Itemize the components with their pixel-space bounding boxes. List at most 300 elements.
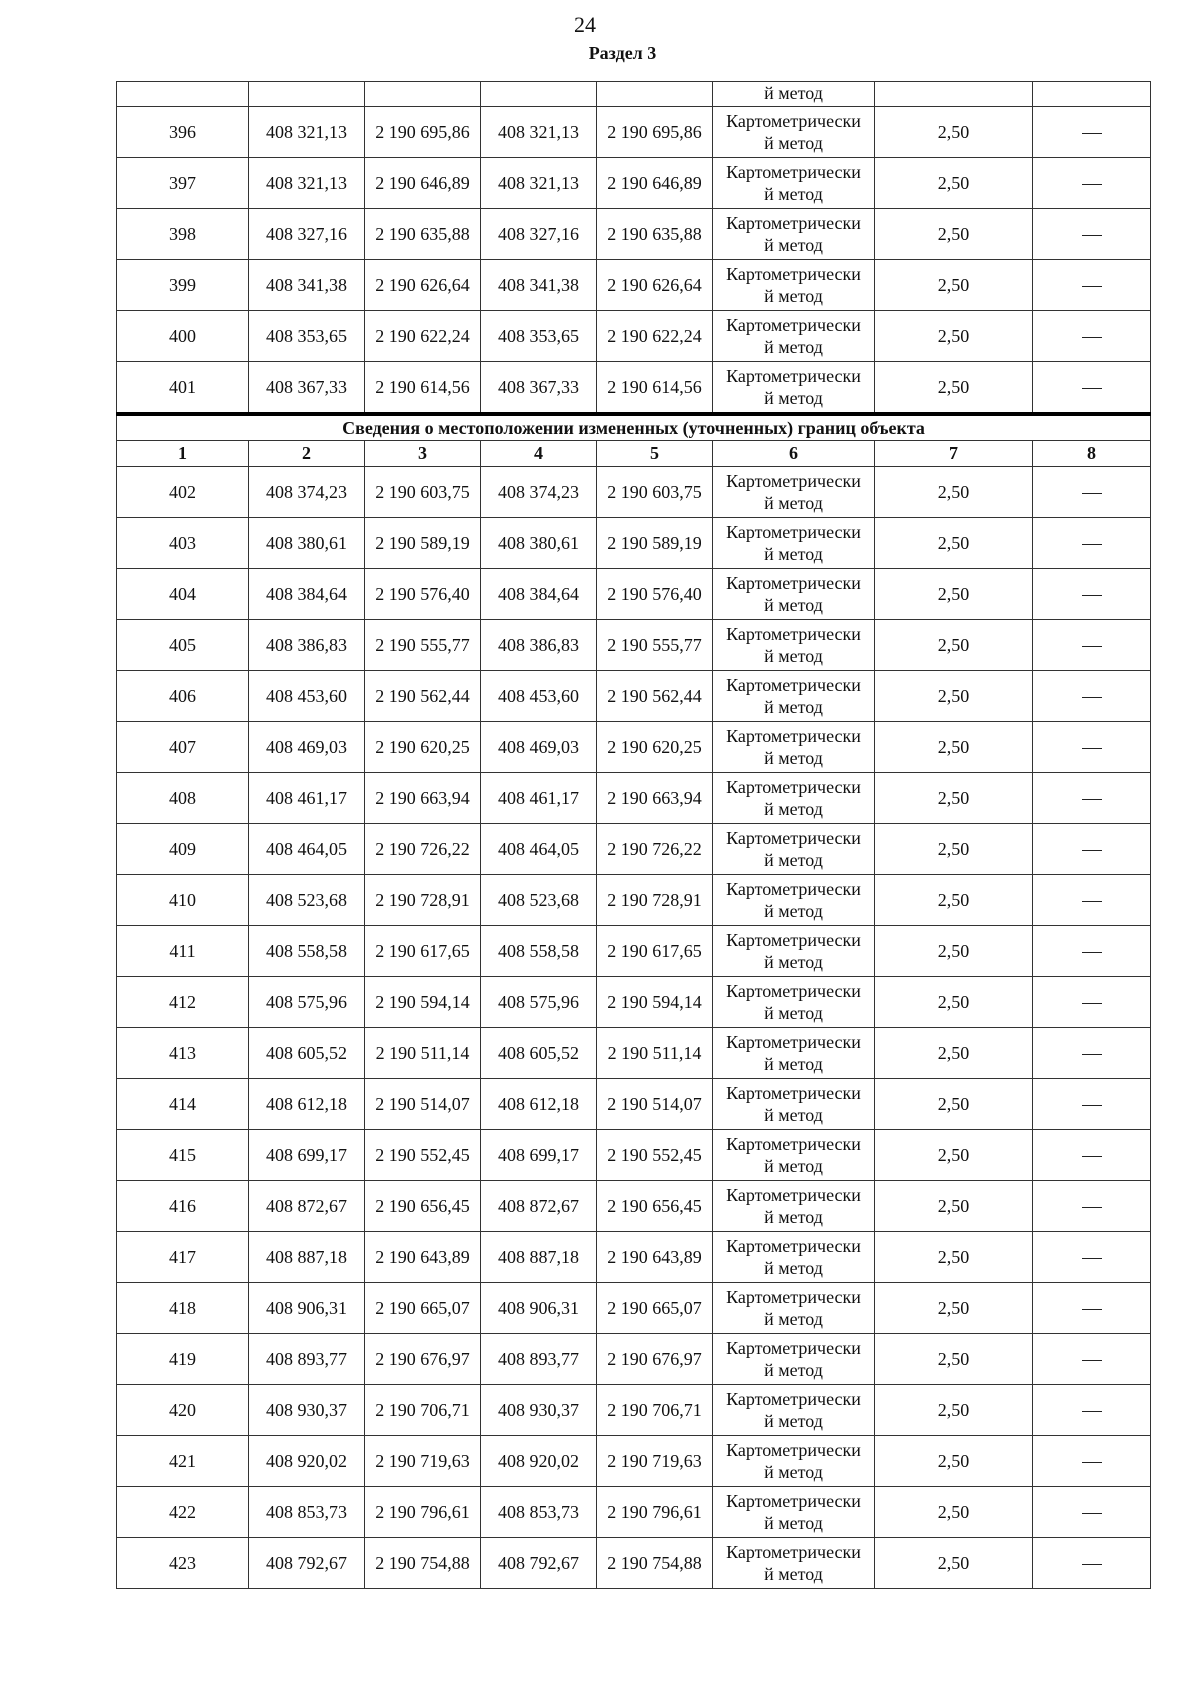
method-text-line-1: Картометрически [726,366,861,386]
y-coordinate-new-cell: 2 190 562,44 [597,671,713,722]
method-text-line-1: Картометрически [726,1287,861,1307]
dash-mark [1082,286,1102,287]
note-cell [1033,1283,1151,1334]
method-text-line-1: Картометрически [726,1185,861,1205]
method-text-line-2: й метод [764,1462,823,1482]
note-cell [1033,773,1151,824]
table-row [117,260,1151,311]
y-coordinate-new-cell: 2 190 796,61 [597,1487,713,1538]
method-cell [713,82,875,107]
method-text-line-2: й метод [764,286,823,306]
y-coordinate-cell: 2 190 646,89 [365,158,481,209]
method-text-line-1: Картометрически [726,930,861,950]
point-number-cell: 396 [117,107,249,158]
y-coordinate-cell: 2 190 622,24 [365,311,481,362]
method-cell [713,1130,875,1181]
table-row [117,518,1151,569]
y-coordinate-cell: 2 190 643,89 [365,1232,481,1283]
accuracy-cell: 2,50 [875,1130,1033,1181]
accuracy-cell: 2,50 [875,362,1033,415]
y-coordinate-cell: 2 190 665,07 [365,1283,481,1334]
coordinates-table-container [116,81,1150,1589]
method-text-line-1: Картометрически [726,522,861,542]
method-text-line-2: й метод [764,493,823,513]
x-coordinate-cell: 408 906,31 [249,1283,365,1334]
point-number-cell: 406 [117,671,249,722]
y-coordinate-cell: 2 190 719,63 [365,1436,481,1487]
y-coordinate-cell: 2 190 706,71 [365,1385,481,1436]
x-coordinate-cell: 408 464,05 [249,824,365,875]
y-coordinate-new-cell: 2 190 665,07 [597,1283,713,1334]
note-cell [1033,875,1151,926]
dash-mark [1082,388,1102,389]
point-number-cell: 409 [117,824,249,875]
table-row [117,977,1151,1028]
accuracy-cell: 2,50 [875,824,1033,875]
table-row [117,1283,1151,1334]
dash-mark [1082,1207,1102,1208]
column-number-cell: 6 [713,441,875,467]
table-row [117,1436,1151,1487]
y-coordinate-cell: 2 190 603,75 [365,467,481,518]
method-text-line-1: Картометрически [726,1542,861,1562]
accuracy-cell: 2,50 [875,158,1033,209]
accuracy-cell: 2,50 [875,1436,1033,1487]
note-cell [1033,467,1151,518]
y-coordinate-new-cell: 2 190 622,24 [597,311,713,362]
method-text-line-2: й метод [764,1003,823,1023]
dash-mark [1082,799,1102,800]
point-number-cell: 418 [117,1283,249,1334]
column-number-cell: 3 [365,441,481,467]
method-text-line-2: й метод [764,133,823,153]
x-coordinate-new-cell: 408 699,17 [481,1130,597,1181]
note-cell [1033,977,1151,1028]
x-coordinate-new-cell: 408 386,83 [481,620,597,671]
method-cell [713,1487,875,1538]
dash-mark [1082,184,1102,185]
dash-mark [1082,493,1102,494]
table-row [117,1385,1151,1436]
point-number-cell: 420 [117,1385,249,1436]
point-number-cell: 402 [117,467,249,518]
table-row [117,773,1151,824]
table-row [117,926,1151,977]
note-cell [1033,1436,1151,1487]
dash-mark [1082,1309,1102,1310]
point-number-cell: 405 [117,620,249,671]
y-coordinate-new-cell: 2 190 589,19 [597,518,713,569]
method-cell [713,977,875,1028]
x-coordinate-cell: 408 920,02 [249,1436,365,1487]
dash-mark [1082,133,1102,134]
dash-mark [1082,952,1102,953]
column-number-cell: 2 [249,441,365,467]
method-text-line-2: й метод [764,1156,823,1176]
method-cell [713,1028,875,1079]
column-number-cell: 5 [597,441,713,467]
dash-mark [1082,646,1102,647]
note-cell [1033,1232,1151,1283]
x-coordinate-new-cell: 408 605,52 [481,1028,597,1079]
method-text-line-2: й метод [764,184,823,204]
dash-mark [1082,1258,1102,1259]
y-coordinate-new-cell: 2 190 643,89 [597,1232,713,1283]
x-coordinate-cell: 408 384,64 [249,569,365,620]
point-number-cell: 416 [117,1181,249,1232]
method-text-line-2: й метод [764,235,823,255]
x-coordinate-new-cell: 408 453,60 [481,671,597,722]
table-row [117,1538,1151,1589]
cell-empty [1033,82,1151,107]
dash-mark [1082,1054,1102,1055]
accuracy-cell: 2,50 [875,671,1033,722]
x-coordinate-new-cell: 408 367,33 [481,362,597,415]
y-coordinate-new-cell: 2 190 728,91 [597,875,713,926]
accuracy-cell: 2,50 [875,1538,1033,1589]
method-text-line-1: Картометрически [726,111,861,131]
x-coordinate-cell: 408 699,17 [249,1130,365,1181]
method-cell [713,311,875,362]
y-coordinate-new-cell: 2 190 511,14 [597,1028,713,1079]
method-text-line-2: й метод [764,1564,823,1584]
method-text-line-1: Картометрически [726,1338,861,1358]
x-coordinate-new-cell: 408 353,65 [481,311,597,362]
cell-empty [597,82,713,107]
table-row [117,107,1151,158]
dash-mark [1082,1513,1102,1514]
x-coordinate-new-cell: 408 906,31 [481,1283,597,1334]
point-number-cell: 417 [117,1232,249,1283]
method-text-line-1: Картометрически [726,624,861,644]
method-cell [713,1232,875,1283]
x-coordinate-new-cell: 408 374,23 [481,467,597,518]
note-cell [1033,1079,1151,1130]
x-coordinate-cell: 408 341,38 [249,260,365,311]
table-row [117,209,1151,260]
x-coordinate-new-cell: 408 920,02 [481,1436,597,1487]
method-text-line-2: й метод [764,952,823,972]
accuracy-cell: 2,50 [875,1487,1033,1538]
method-text-line-1: Картометрически [726,264,861,284]
section-title: Раздел 3 [588,43,657,63]
y-coordinate-cell: 2 190 589,19 [365,518,481,569]
x-coordinate-new-cell: 408 380,61 [481,518,597,569]
x-coordinate-cell: 408 853,73 [249,1487,365,1538]
y-coordinate-new-cell: 2 190 514,07 [597,1079,713,1130]
table-row [117,875,1151,926]
x-coordinate-new-cell: 408 887,18 [481,1232,597,1283]
note-cell [1033,107,1151,158]
dash-mark [1082,1564,1102,1565]
continuation-row [117,82,1151,107]
point-number-cell: 411 [117,926,249,977]
x-coordinate-new-cell: 408 575,96 [481,977,597,1028]
accuracy-cell: 2,50 [875,1028,1033,1079]
x-coordinate-new-cell: 408 893,77 [481,1334,597,1385]
y-coordinate-new-cell: 2 190 695,86 [597,107,713,158]
x-coordinate-new-cell: 408 853,73 [481,1487,597,1538]
x-coordinate-cell: 408 321,13 [249,107,365,158]
point-number-cell: 410 [117,875,249,926]
accuracy-cell: 2,50 [875,926,1033,977]
method-cell [713,1181,875,1232]
table-row [117,671,1151,722]
note-cell [1033,569,1151,620]
x-coordinate-cell: 408 367,33 [249,362,365,415]
method-text-line-2: й метод [764,748,823,768]
method-text-line-1: Картометрически [726,1389,861,1409]
method-text-line-1: Картометрически [726,1032,861,1052]
y-coordinate-cell: 2 190 594,14 [365,977,481,1028]
y-coordinate-cell: 2 190 552,45 [365,1130,481,1181]
page-number: 24 [574,12,596,37]
dash-mark [1082,544,1102,545]
point-number-cell: 401 [117,362,249,415]
x-coordinate-new-cell: 408 321,13 [481,107,597,158]
y-coordinate-new-cell: 2 190 726,22 [597,824,713,875]
note-cell [1033,722,1151,773]
method-text-line-1: Картометрически [726,675,861,695]
method-cell [713,824,875,875]
point-number-cell: 400 [117,311,249,362]
point-number-cell: 397 [117,158,249,209]
method-cell [713,1538,875,1589]
note-cell [1033,824,1151,875]
point-number-cell: 415 [117,1130,249,1181]
note-cell [1033,1334,1151,1385]
y-coordinate-new-cell: 2 190 617,65 [597,926,713,977]
method-cell [713,569,875,620]
x-coordinate-cell: 408 453,60 [249,671,365,722]
method-text-line-2: й метод [764,1411,823,1431]
method-cell [713,1385,875,1436]
x-coordinate-cell: 408 353,65 [249,311,365,362]
y-coordinate-new-cell: 2 190 656,45 [597,1181,713,1232]
method-text-line-2: й метод [764,595,823,615]
accuracy-cell: 2,50 [875,569,1033,620]
table-row [117,1181,1151,1232]
method-text-line-1: Картометрически [726,1491,861,1511]
method-text-line-2: й метод [764,544,823,564]
note-cell [1033,671,1151,722]
x-coordinate-new-cell: 408 469,03 [481,722,597,773]
x-coordinate-new-cell: 408 384,64 [481,569,597,620]
x-coordinate-cell: 408 321,13 [249,158,365,209]
dash-mark [1082,1411,1102,1412]
cell-empty [117,82,249,107]
cell-empty [365,82,481,107]
note-cell [1033,1130,1151,1181]
method-cell [713,875,875,926]
dash-mark [1082,1105,1102,1106]
method-text-line-2: й метод [764,83,823,103]
x-coordinate-new-cell: 408 341,38 [481,260,597,311]
note-cell [1033,362,1151,415]
note-cell [1033,311,1151,362]
y-coordinate-cell: 2 190 656,45 [365,1181,481,1232]
x-coordinate-cell: 408 558,58 [249,926,365,977]
x-coordinate-new-cell: 408 321,13 [481,158,597,209]
table-row [117,1487,1151,1538]
coordinates-table [116,81,1151,1589]
y-coordinate-new-cell: 2 190 555,77 [597,620,713,671]
note-cell [1033,1385,1151,1436]
dash-mark [1082,235,1102,236]
y-coordinate-new-cell: 2 190 663,94 [597,773,713,824]
method-cell [713,1283,875,1334]
x-coordinate-cell: 408 380,61 [249,518,365,569]
y-coordinate-new-cell: 2 190 635,88 [597,209,713,260]
x-coordinate-cell: 408 461,17 [249,773,365,824]
x-coordinate-new-cell: 408 930,37 [481,1385,597,1436]
y-coordinate-cell: 2 190 511,14 [365,1028,481,1079]
accuracy-cell: 2,50 [875,311,1033,362]
method-cell [713,1436,875,1487]
method-text-line-2: й метод [764,1513,823,1533]
table-row [117,620,1151,671]
table-row [117,1130,1151,1181]
method-cell [713,209,875,260]
x-coordinate-cell: 408 612,18 [249,1079,365,1130]
dash-mark [1082,748,1102,749]
note-cell [1033,1487,1151,1538]
dash-mark [1082,1462,1102,1463]
dash-mark [1082,1156,1102,1157]
accuracy-cell: 2,50 [875,773,1033,824]
accuracy-cell: 2,50 [875,722,1033,773]
column-number-cell: 7 [875,441,1033,467]
y-coordinate-new-cell: 2 190 676,97 [597,1334,713,1385]
y-coordinate-cell: 2 190 663,94 [365,773,481,824]
point-number-cell: 419 [117,1334,249,1385]
table-row [117,1079,1151,1130]
point-number-cell: 413 [117,1028,249,1079]
method-cell [713,107,875,158]
method-text-line-1: Картометрически [726,828,861,848]
x-coordinate-cell: 408 872,67 [249,1181,365,1232]
y-coordinate-new-cell: 2 190 706,71 [597,1385,713,1436]
x-coordinate-cell: 408 930,37 [249,1385,365,1436]
accuracy-cell: 2,50 [875,107,1033,158]
note-cell [1033,620,1151,671]
table-row [117,824,1151,875]
y-coordinate-cell: 2 190 620,25 [365,722,481,773]
x-coordinate-cell: 408 792,67 [249,1538,365,1589]
method-text-line-2: й метод [764,646,823,666]
method-text-line-1: Картометрически [726,315,861,335]
table-row [117,467,1151,518]
y-coordinate-new-cell: 2 190 603,75 [597,467,713,518]
cell-empty [481,82,597,107]
x-coordinate-new-cell: 408 872,67 [481,1181,597,1232]
x-coordinate-new-cell: 408 523,68 [481,875,597,926]
method-text-line-1: Картометрически [726,726,861,746]
x-coordinate-cell: 408 893,77 [249,1334,365,1385]
method-text-line-1: Картометрически [726,1236,861,1256]
table-row [117,311,1151,362]
y-coordinate-new-cell: 2 190 719,63 [597,1436,713,1487]
method-text-line-1: Картометрически [726,1134,861,1154]
accuracy-cell: 2,50 [875,1283,1033,1334]
y-coordinate-cell: 2 190 635,88 [365,209,481,260]
y-coordinate-cell: 2 190 514,07 [365,1079,481,1130]
column-number-cell: 1 [117,441,249,467]
table-row [117,1334,1151,1385]
x-coordinate-new-cell: 408 612,18 [481,1079,597,1130]
method-cell [713,260,875,311]
method-text-line-2: й метод [764,1054,823,1074]
table-row [117,722,1151,773]
note-cell [1033,518,1151,569]
y-coordinate-cell: 2 190 576,40 [365,569,481,620]
method-text-line-1: Картометрически [726,777,861,797]
accuracy-cell: 2,50 [875,1385,1033,1436]
y-coordinate-new-cell: 2 190 576,40 [597,569,713,620]
point-number-cell: 399 [117,260,249,311]
dash-mark [1082,595,1102,596]
column-number-row [117,441,1151,467]
note-cell [1033,260,1151,311]
cell-empty [249,82,365,107]
x-coordinate-new-cell: 408 558,58 [481,926,597,977]
accuracy-cell: 2,50 [875,209,1033,260]
point-number-cell: 408 [117,773,249,824]
column-number-cell: 4 [481,441,597,467]
y-coordinate-new-cell: 2 190 754,88 [597,1538,713,1589]
x-coordinate-new-cell: 408 792,67 [481,1538,597,1589]
point-number-cell: 404 [117,569,249,620]
accuracy-cell: 2,50 [875,1334,1033,1385]
point-number-cell: 398 [117,209,249,260]
dash-mark [1082,850,1102,851]
point-number-cell: 414 [117,1079,249,1130]
column-number-cell: 8 [1033,441,1151,467]
x-coordinate-cell: 408 575,96 [249,977,365,1028]
method-cell [713,926,875,977]
y-coordinate-new-cell: 2 190 620,25 [597,722,713,773]
method-cell [713,467,875,518]
method-cell [713,671,875,722]
method-text-line-1: Картометрически [726,1083,861,1103]
dash-mark [1082,901,1102,902]
point-number-cell: 422 [117,1487,249,1538]
method-cell [713,620,875,671]
x-coordinate-cell: 408 327,16 [249,209,365,260]
table-row [117,1028,1151,1079]
table-row [117,158,1151,209]
dash-mark [1082,1360,1102,1361]
y-coordinate-cell: 2 190 617,65 [365,926,481,977]
note-cell [1033,158,1151,209]
accuracy-cell: 2,50 [875,1181,1033,1232]
point-number-cell: 423 [117,1538,249,1589]
note-cell [1033,1028,1151,1079]
dash-mark [1082,697,1102,698]
accuracy-cell: 2,50 [875,518,1033,569]
table-row [117,362,1151,415]
x-coordinate-cell: 408 374,23 [249,467,365,518]
y-coordinate-cell: 2 190 562,44 [365,671,481,722]
x-coordinate-new-cell: 408 327,16 [481,209,597,260]
method-text-line-1: Картометрически [726,879,861,899]
accuracy-cell: 2,50 [875,620,1033,671]
y-coordinate-new-cell: 2 190 594,14 [597,977,713,1028]
accuracy-cell: 2,50 [875,875,1033,926]
method-text-line-1: Картометрически [726,573,861,593]
method-text-line-1: Картометрически [726,213,861,233]
method-text-line-1: Картометрически [726,1440,861,1460]
